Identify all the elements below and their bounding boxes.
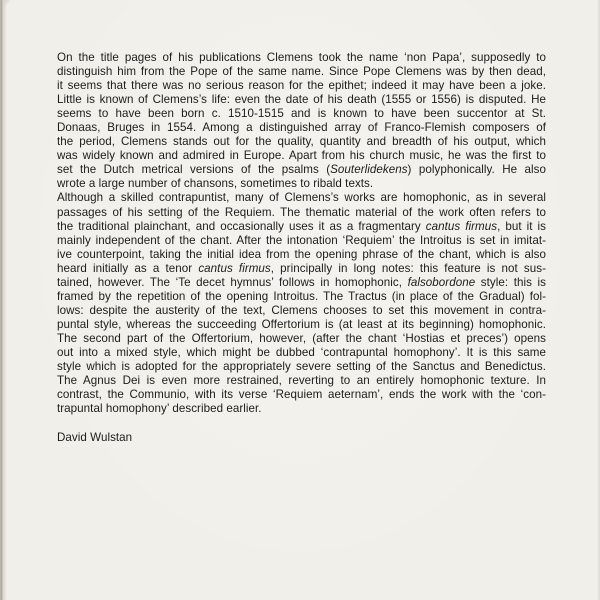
text-line [57,346,546,360]
text-segment: mainly independent of the chant. After the intonation ‘Requiem’ the Introitus is set in imitat- [57,233,546,247]
text-line [57,374,546,388]
text-segment: framed by the repetition of the opening Introitus. The Tractus (in place of the Gradual) fol- [57,289,546,303]
text-line [57,388,546,402]
text-line [57,135,546,149]
paragraph [57,191,546,416]
text-segment: the traditional plainchant, and occasionally uses it as a fragmentary [57,219,426,233]
text-segment: style which is adopted for the appropriately severe setting of the Sanctus and Benedictus. [57,360,546,374]
text-segment: The Agnus Dei is even more restrained, reverting to an entirely homophonic texture. In [57,374,546,388]
text-segment: puntal style, whereas the succeeding Offertorium is (at least at its beginning) homophonic. [57,317,546,331]
text-line [57,65,546,79]
text-segment: trapuntal homophony’ described earlier. [57,402,262,416]
text-line [57,318,546,332]
text-segment: seems to have been born c. 1510-1515 and is known to have been succentor at St. [57,107,546,121]
text-line [57,360,546,374]
text-segment: was widely known and admired in Europe. Apart from his church music, he was the first to [57,149,546,163]
text-line [57,248,546,262]
text-segment: contrast, the Communio, with its verse ‘Requiem aeternam’, ends the work with the ‘con- [57,388,546,402]
italic-text-segment: falsobordone [407,275,476,289]
text-segment: tained, however. The ‘Te decet hymnus’ follows in homophonic, [57,275,408,289]
text-line [57,276,546,290]
text-segment: ive counterpoint, taking the initial idea from the opening phrase of the chant, which is also [57,247,546,261]
text-segment: On the title pages of his publications Clemens took the name ‘non Papa’, supposedly to [57,51,546,64]
paragraph [57,51,546,191]
text-segment: , principally in long notes: this feature is not sus- [270,261,546,275]
text-segment: distinguish him from the Pope of the same name. Since Pope Clemens was by then dead, [57,65,546,79]
italic-text-segment: Souterlidekens [330,163,408,177]
text-line [57,51,546,65]
text-segment: ) polyphonically. He also [407,163,546,177]
text-line [57,79,546,93]
text-segment: out into a mixed style, which might be dubbed ‘contrapuntal homophony’. It is this same [57,345,546,359]
text-line [57,163,546,177]
text-segment: passages of his setting of the Requiem. The thematic material of the work often refers to [57,205,546,219]
text-segment: , but it is [497,219,546,233]
text-segment: Although a skilled contrapuntist, many of Clemens’s works are homophonic, as in several [57,191,546,205]
text-segment: set the Dutch metrical versions of the psalms ( [57,163,331,177]
text-line [57,290,546,304]
text-segment: Little is known of Clemens’s life: even the date of his death (1555 or 1556) is disputed. He [57,93,546,107]
text-line [57,234,546,248]
author-credit: David Wulstan [57,431,133,445]
text-segment: style: this is [475,275,546,289]
text-line [57,93,546,107]
text-line [57,149,546,163]
text-segment: Donaas, Bruges in 1554. Among a distinguished array of Franco-Flemish composers of [57,121,546,135]
text-segment: heard initially as a tenor [57,261,199,275]
italic-text-segment: cantus firmus [425,219,498,233]
text-segment: it seems that there was no serious reason for the epithet; indeed it may have been a joke. [57,79,546,93]
text-line [57,177,546,191]
scan-edge-left [0,0,7,600]
text-line [57,332,546,346]
text-line [57,304,546,318]
text-segment: the period, Clemens stands out for the quality, quantity and breadth of his output, which [57,135,546,149]
text-segment: wrote a large number of chansons, sometimes to ribald texts. [57,177,374,191]
text-line [57,191,546,205]
text-line [57,220,546,234]
text-line [57,206,546,220]
text-segment: The second part of the Offertorium, however, (after the chant ‘Hostias et preces’) opens [57,331,546,345]
text-line [57,121,546,135]
italic-text-segment: cantus firmus [198,261,271,275]
text-line [57,402,546,416]
text-segment: lows: despite the austerity of the text, Clemens chooses to set this movement in contra- [57,303,546,317]
liner-notes-text [57,51,546,445]
text-line [57,107,546,121]
text-line [57,262,546,276]
liner-notes-paragraphs [57,51,546,416]
